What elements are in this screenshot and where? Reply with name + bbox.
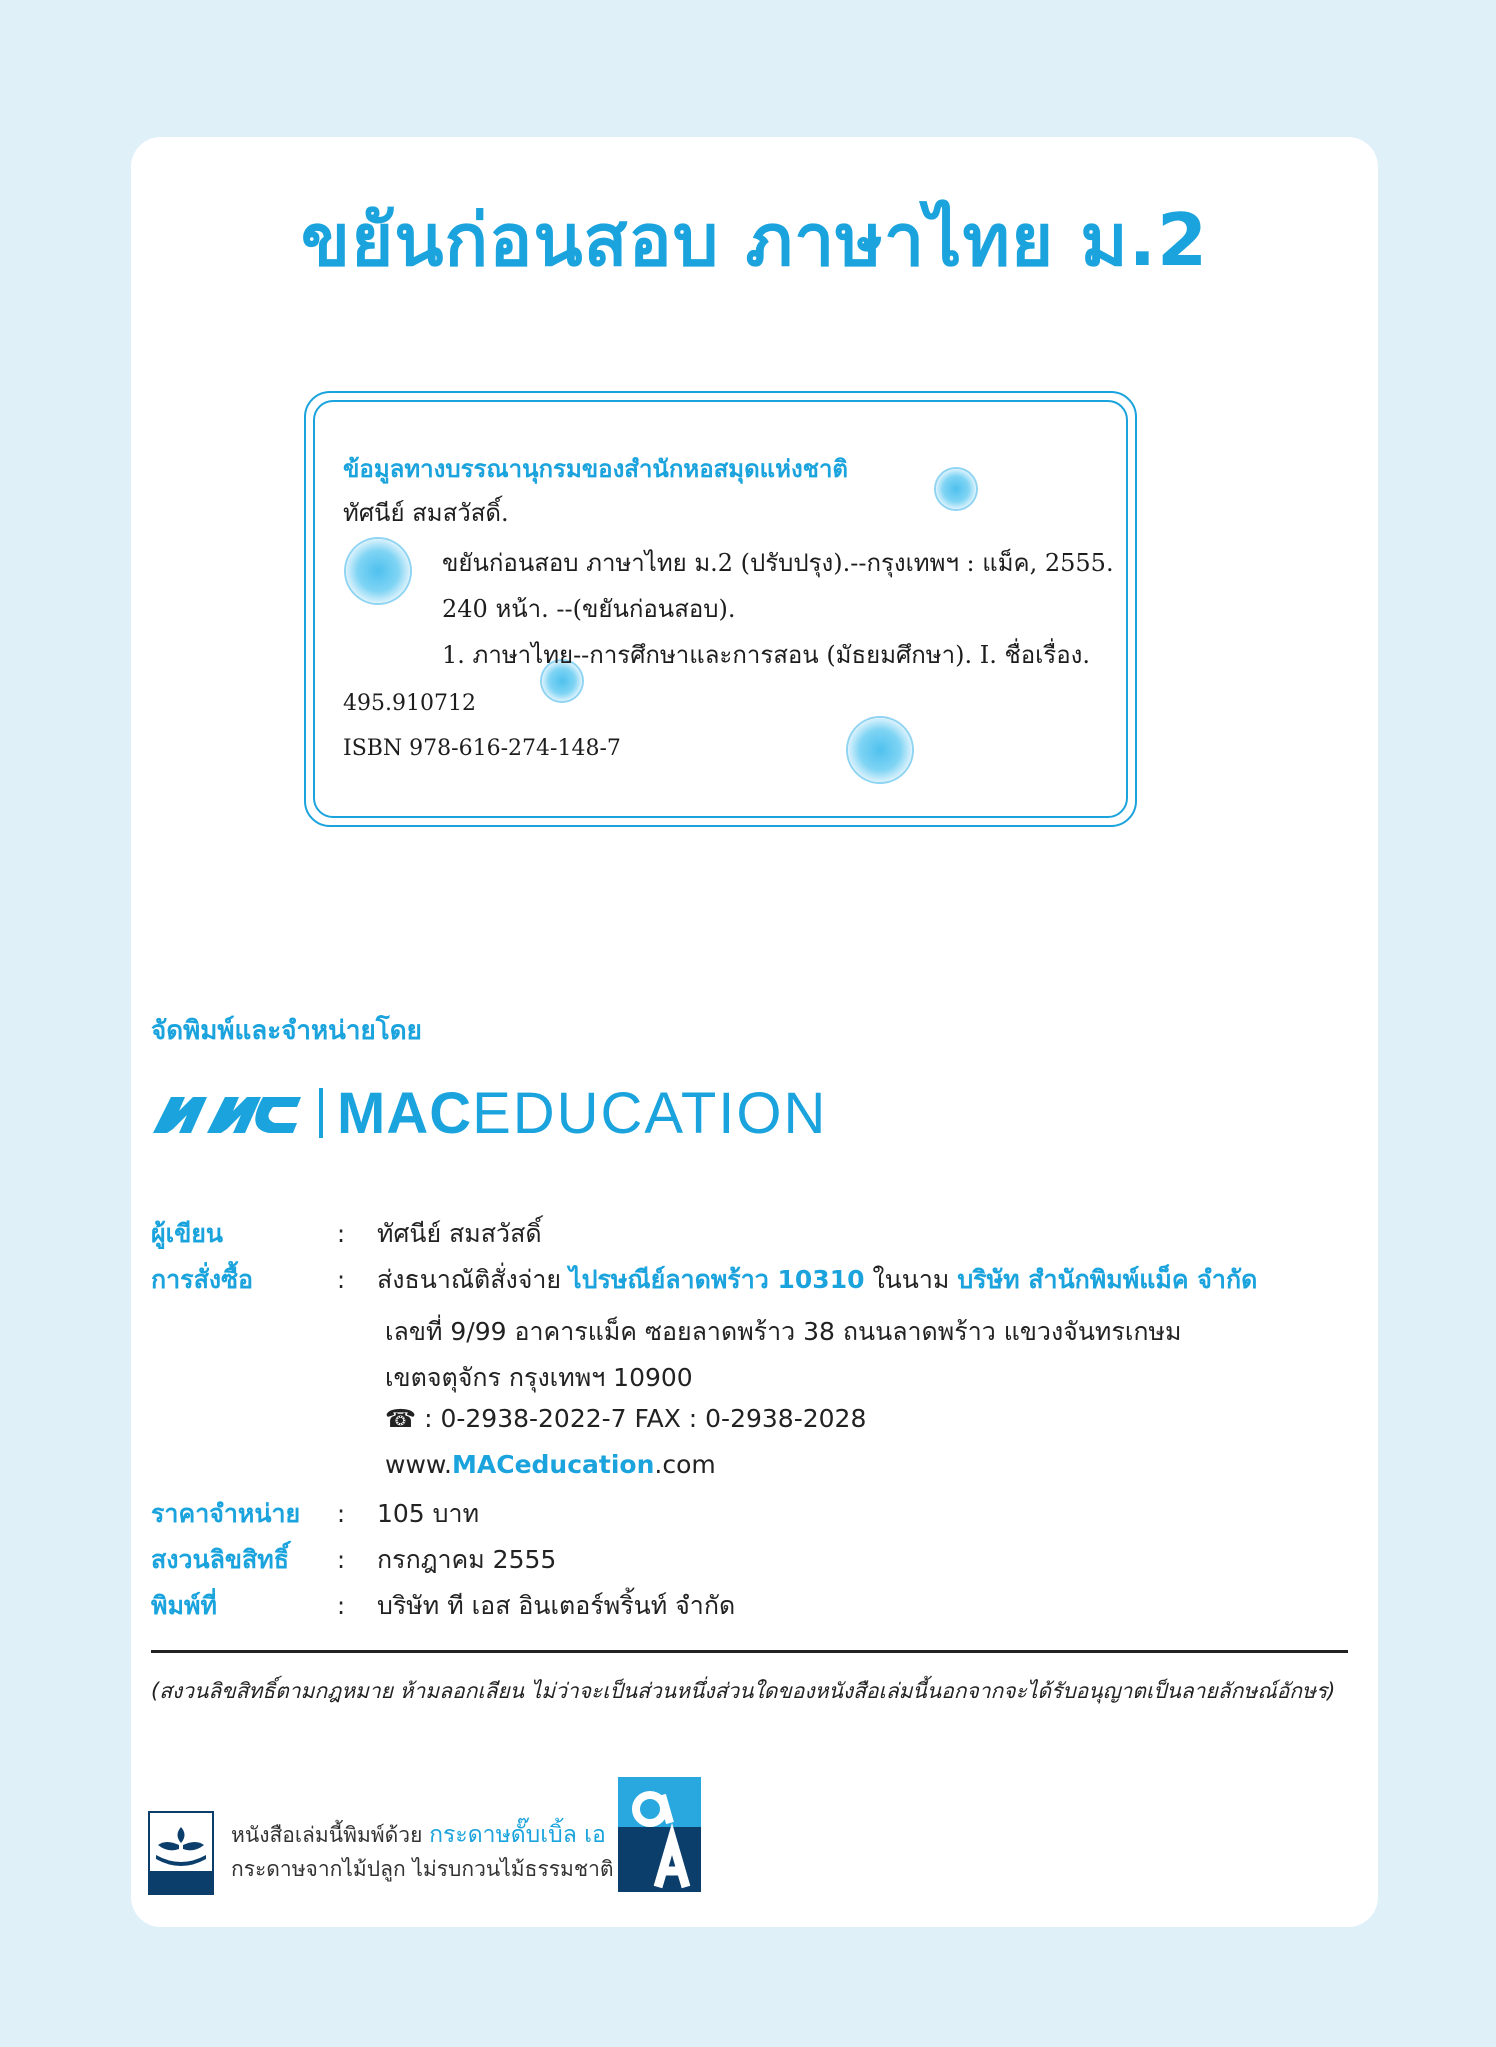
info-value: 105 บาท bbox=[377, 1499, 480, 1528]
info-colon: : bbox=[337, 1500, 346, 1528]
address-line-2: เขตจตุจักร กรุงเทพฯ 10900 bbox=[385, 1363, 693, 1392]
website-link[interactable] bbox=[385, 1450, 716, 1479]
website-prefix: www. bbox=[385, 1450, 452, 1479]
info-label: สงวนลิขสิทธิ์ bbox=[151, 1545, 290, 1574]
info-colon: : bbox=[337, 1266, 346, 1294]
info-value: บริษัท ที เอส อินเตอร์พริ้นท์ จำกัด bbox=[377, 1591, 736, 1620]
order-pre-text: ส่งธนาณัติสั่งจ่าย bbox=[377, 1265, 562, 1294]
info-label: การสั่งซื้อ bbox=[151, 1265, 254, 1294]
order-company: บริษัท สำนักพิมพ์แม็ค จำกัด bbox=[957, 1265, 1258, 1294]
cip-line-1: ขยันก่อนสอบ ภาษาไทย ม.2 (ปรับปรุง).--กรุงเทพฯ : แม็ค, 2555. bbox=[442, 549, 1114, 577]
cip-line-2: 240 หน้า. --(ขยันก่อนสอบ). bbox=[442, 595, 736, 623]
info-value: กรกฎาคม 2555 bbox=[377, 1545, 557, 1574]
logo-text-mac: MAC bbox=[337, 1080, 473, 1146]
page-card bbox=[131, 137, 1378, 1927]
cip-line-3: 1. ภาษาไทย--การศึกษาและการสอน (มัธยมศึกษา). I. ชื่อเรื่อง. bbox=[442, 641, 1091, 669]
paper-note-pre: หนังสือเล่มนี้พิมพ์ด้วย bbox=[231, 1823, 423, 1847]
website-brand: MACeducation bbox=[452, 1450, 655, 1479]
paper-brand: กระดาษดั๊บเบิ้ล เอ bbox=[429, 1822, 606, 1848]
info-label: พิมพ์ที่ bbox=[151, 1591, 217, 1620]
farmed-trees-icon bbox=[148, 1811, 214, 1895]
info-colon: : bbox=[337, 1592, 346, 1620]
info-colon: : bbox=[337, 1546, 346, 1574]
double-a-logo bbox=[618, 1777, 701, 1892]
logo-divider bbox=[319, 1088, 323, 1138]
phone-line bbox=[385, 1404, 866, 1433]
cip-heading: ข้อมูลทางบรรณานุกรมของสำนักหอสมุดแห่งชาติ bbox=[343, 454, 849, 483]
cip-isbn: ISBN 978-616-274-148-7 bbox=[343, 736, 621, 761]
decorative-bubble-icon bbox=[936, 469, 976, 509]
phone-numbers: : 0-2938-2022-7 FAX : 0-2938-2028 bbox=[416, 1404, 867, 1433]
info-row-printer bbox=[151, 1586, 735, 1626]
info-row-author bbox=[151, 1214, 542, 1254]
info-label: ราคาจำหน่าย bbox=[151, 1499, 301, 1528]
info-label: ผู้เขียน bbox=[151, 1219, 224, 1248]
distributed-by-label: จัดพิมพ์และจำหน่ายโดย bbox=[151, 1016, 422, 1046]
info-row-order bbox=[151, 1260, 1257, 1300]
book-title: ขยันก่อนสอบ ภาษาไทย ม.2 bbox=[300, 198, 1209, 282]
paper-note-line-2: กระดาษจากไม้ปลูก ไม่รบกวนไม้ธรรมชาติ bbox=[231, 1857, 614, 1881]
info-value bbox=[377, 1260, 1257, 1300]
info-row-rights bbox=[151, 1540, 556, 1580]
info-value: ทัศนีย์ สมสวัสดิ์ bbox=[377, 1219, 542, 1248]
mac-education-logo bbox=[151, 1078, 827, 1148]
info-row-price bbox=[151, 1494, 479, 1534]
cip-box bbox=[304, 391, 1137, 827]
cip-classification: 495.910712 bbox=[343, 691, 476, 716]
logo-text-education: EDUCATION bbox=[472, 1080, 828, 1146]
website-suffix: .com bbox=[654, 1450, 716, 1479]
phone-icon: ☎ bbox=[385, 1404, 417, 1433]
info-colon: : bbox=[337, 1220, 346, 1248]
divider-rule bbox=[151, 1650, 1348, 1653]
address-line-1: เลขที่ 9/99 อาคารแม็ค ซอยลาดพร้าว 38 ถนนลาดพร้าว แขวงจันทรเกษม bbox=[385, 1317, 1182, 1346]
paper-note-line-1 bbox=[231, 1817, 606, 1853]
order-mid-text: ในนาม bbox=[872, 1265, 950, 1294]
mac-mark-icon bbox=[151, 1089, 303, 1137]
copyright-note: (สงวนลิขสิทธิ์ตามกฎหมาย ห้ามลอกเลียน ไม่ว่าจะเป็นส่วนหนึ่งส่วนใดของหนังสือเล่มนี้นอกจากจะได้รับอนุญาตเป็นลายลักษณ์อักษร) bbox=[151, 1679, 1336, 1703]
cip-author: ทัศนีย์ สมสวัสดิ์. bbox=[343, 499, 509, 527]
order-post-office: ไปรษณีย์ลาดพร้าว 10310 bbox=[569, 1265, 865, 1294]
decorative-bubble-icon bbox=[346, 539, 410, 603]
decorative-bubble-icon bbox=[848, 718, 912, 782]
